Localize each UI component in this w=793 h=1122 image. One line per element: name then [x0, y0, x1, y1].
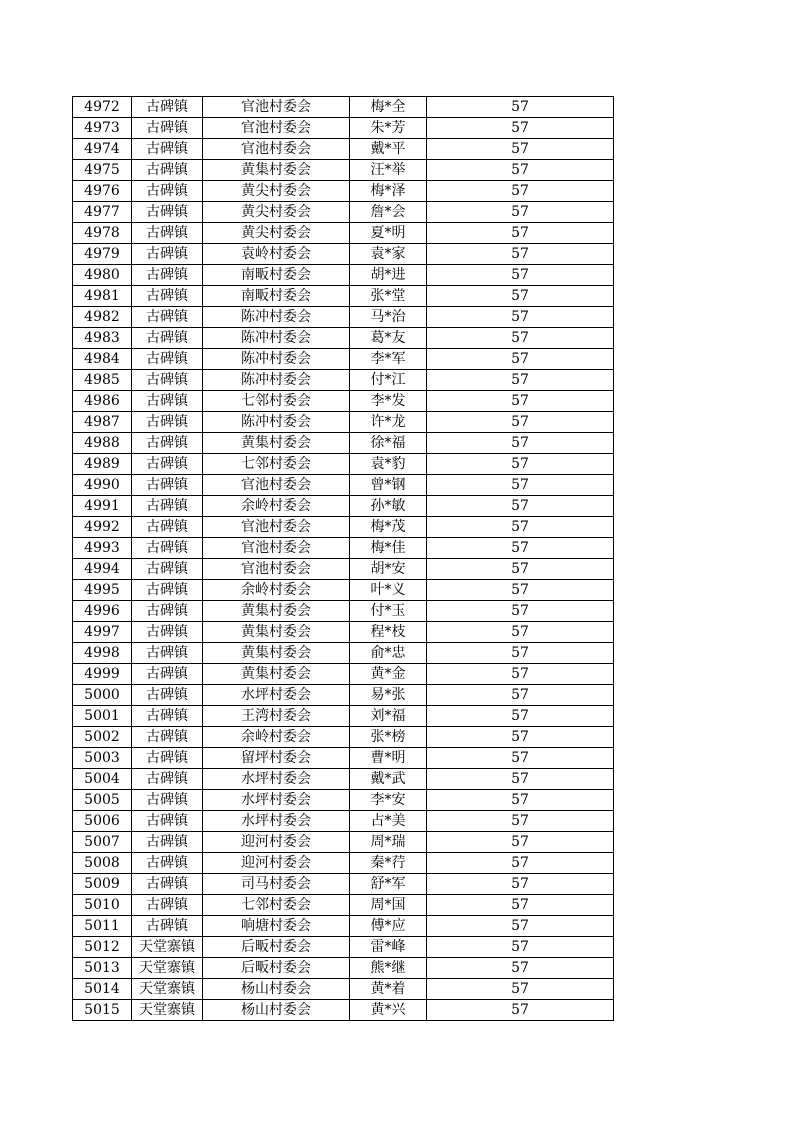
- table-row: [73, 811, 614, 832]
- cell-village-committee: 黄集村委会: [203, 664, 350, 685]
- cell-town: 古碑镇: [132, 475, 203, 496]
- cell-serial-number: 5004: [73, 769, 132, 790]
- cell-amount: 57: [427, 139, 614, 160]
- cell-amount: 57: [427, 1000, 614, 1021]
- cell-person-name: 周*国: [350, 895, 427, 916]
- cell-person-name: 曹*明: [350, 748, 427, 769]
- cell-person-name: 汪*举: [350, 160, 427, 181]
- table-row: [73, 160, 614, 181]
- cell-town: 古碑镇: [132, 454, 203, 475]
- cell-town: 古碑镇: [132, 664, 203, 685]
- cell-person-name: 程*枝: [350, 622, 427, 643]
- cell-person-name: 戴*武: [350, 769, 427, 790]
- cell-serial-number: 4985: [73, 370, 132, 391]
- cell-amount: 57: [427, 748, 614, 769]
- cell-village-committee: 黄尖村委会: [203, 223, 350, 244]
- cell-town: 古碑镇: [132, 895, 203, 916]
- cell-town: 古碑镇: [132, 748, 203, 769]
- cell-town: 古碑镇: [132, 727, 203, 748]
- cell-amount: 57: [427, 475, 614, 496]
- cell-serial-number: 4979: [73, 244, 132, 265]
- cell-amount: 57: [427, 643, 614, 664]
- cell-amount: 57: [427, 769, 614, 790]
- cell-person-name: 熊*继: [350, 958, 427, 979]
- cell-amount: 57: [427, 538, 614, 559]
- cell-amount: 57: [427, 727, 614, 748]
- cell-person-name: 马*治: [350, 307, 427, 328]
- cell-serial-number: 5010: [73, 895, 132, 916]
- cell-village-committee: 余岭村委会: [203, 727, 350, 748]
- cell-amount: 57: [427, 517, 614, 538]
- cell-amount: 57: [427, 97, 614, 118]
- cell-serial-number: 4993: [73, 538, 132, 559]
- cell-village-committee: 陈冲村委会: [203, 307, 350, 328]
- cell-serial-number: 4973: [73, 118, 132, 139]
- cell-person-name: 张*榜: [350, 727, 427, 748]
- roster-table: [72, 96, 614, 1021]
- cell-serial-number: 5006: [73, 811, 132, 832]
- cell-serial-number: 5000: [73, 685, 132, 706]
- cell-town: 古碑镇: [132, 433, 203, 454]
- cell-amount: 57: [427, 328, 614, 349]
- cell-serial-number: 4998: [73, 643, 132, 664]
- cell-serial-number: 4990: [73, 475, 132, 496]
- cell-amount: 57: [427, 118, 614, 139]
- cell-person-name: 黄*着: [350, 979, 427, 1000]
- cell-person-name: 胡*进: [350, 265, 427, 286]
- cell-village-committee: 陈冲村委会: [203, 328, 350, 349]
- cell-village-committee: 水坪村委会: [203, 811, 350, 832]
- cell-person-name: 易*张: [350, 685, 427, 706]
- cell-amount: 57: [427, 685, 614, 706]
- cell-amount: 57: [427, 286, 614, 307]
- table-row: [73, 244, 614, 265]
- table-row: [73, 769, 614, 790]
- cell-village-committee: 官池村委会: [203, 559, 350, 580]
- cell-amount: 57: [427, 958, 614, 979]
- table-row: [73, 559, 614, 580]
- cell-village-committee: 官池村委会: [203, 97, 350, 118]
- cell-town: 古碑镇: [132, 97, 203, 118]
- cell-serial-number: 4977: [73, 202, 132, 223]
- cell-village-committee: 黄尖村委会: [203, 181, 350, 202]
- cell-town: 古碑镇: [132, 160, 203, 181]
- cell-person-name: 李*军: [350, 349, 427, 370]
- cell-serial-number: 5014: [73, 979, 132, 1000]
- cell-village-committee: 后畈村委会: [203, 958, 350, 979]
- cell-town: 古碑镇: [132, 202, 203, 223]
- cell-serial-number: 4983: [73, 328, 132, 349]
- cell-serial-number: 4995: [73, 580, 132, 601]
- cell-town: 古碑镇: [132, 391, 203, 412]
- cell-amount: 57: [427, 790, 614, 811]
- table-row: [73, 601, 614, 622]
- table-row: [73, 727, 614, 748]
- cell-person-name: 葛*友: [350, 328, 427, 349]
- table-row: [73, 643, 614, 664]
- cell-person-name: 孙*敏: [350, 496, 427, 517]
- table-row: [73, 580, 614, 601]
- table-row: [73, 496, 614, 517]
- cell-amount: 57: [427, 874, 614, 895]
- cell-amount: 57: [427, 580, 614, 601]
- cell-town: 古碑镇: [132, 580, 203, 601]
- cell-amount: 57: [427, 412, 614, 433]
- cell-town: 古碑镇: [132, 916, 203, 937]
- table-row: [73, 748, 614, 769]
- cell-town: 古碑镇: [132, 832, 203, 853]
- cell-village-committee: 司马村委会: [203, 874, 350, 895]
- table-row: [73, 118, 614, 139]
- cell-serial-number: 4994: [73, 559, 132, 580]
- table-row: [73, 307, 614, 328]
- cell-village-committee: 杨山村委会: [203, 1000, 350, 1021]
- cell-serial-number: 5009: [73, 874, 132, 895]
- table-row: [73, 349, 614, 370]
- cell-town: 古碑镇: [132, 139, 203, 160]
- cell-serial-number: 5001: [73, 706, 132, 727]
- table-row: [73, 874, 614, 895]
- table-row: [73, 685, 614, 706]
- cell-amount: 57: [427, 895, 614, 916]
- table-row: [73, 202, 614, 223]
- cell-town: 古碑镇: [132, 517, 203, 538]
- table-row: [73, 853, 614, 874]
- cell-town: 古碑镇: [132, 265, 203, 286]
- table-row: [73, 433, 614, 454]
- cell-town: 古碑镇: [132, 685, 203, 706]
- cell-town: 古碑镇: [132, 538, 203, 559]
- cell-person-name: 许*龙: [350, 412, 427, 433]
- cell-amount: 57: [427, 916, 614, 937]
- table-row: [73, 223, 614, 244]
- cell-village-committee: 水坪村委会: [203, 685, 350, 706]
- table-row: [73, 916, 614, 937]
- cell-person-name: 徐*福: [350, 433, 427, 454]
- cell-amount: 57: [427, 979, 614, 1000]
- table-row: [73, 664, 614, 685]
- table-row: [73, 706, 614, 727]
- cell-serial-number: 5012: [73, 937, 132, 958]
- cell-amount: 57: [427, 265, 614, 286]
- cell-person-name: 舒*军: [350, 874, 427, 895]
- table-row: [73, 286, 614, 307]
- table-row: [73, 391, 614, 412]
- cell-village-committee: 袁岭村委会: [203, 244, 350, 265]
- cell-amount: 57: [427, 202, 614, 223]
- cell-village-committee: 迎河村委会: [203, 832, 350, 853]
- table-row: [73, 454, 614, 475]
- cell-town: 古碑镇: [132, 286, 203, 307]
- cell-person-name: 占*美: [350, 811, 427, 832]
- cell-village-committee: 七邻村委会: [203, 454, 350, 475]
- table-row: [73, 97, 614, 118]
- table-row: [73, 622, 614, 643]
- cell-amount: 57: [427, 433, 614, 454]
- table-row: [73, 328, 614, 349]
- cell-village-committee: 余岭村委会: [203, 496, 350, 517]
- cell-person-name: 周*瑞: [350, 832, 427, 853]
- cell-town: 天堂寨镇: [132, 1000, 203, 1021]
- cell-serial-number: 4988: [73, 433, 132, 454]
- cell-person-name: 付*江: [350, 370, 427, 391]
- cell-town: 古碑镇: [132, 601, 203, 622]
- cell-person-name: 付*玉: [350, 601, 427, 622]
- cell-amount: 57: [427, 559, 614, 580]
- cell-serial-number: 4972: [73, 97, 132, 118]
- cell-village-committee: 黄集村委会: [203, 433, 350, 454]
- cell-amount: 57: [427, 160, 614, 181]
- cell-village-committee: 余岭村委会: [203, 580, 350, 601]
- cell-village-committee: 官池村委会: [203, 118, 350, 139]
- cell-person-name: 李*发: [350, 391, 427, 412]
- table-row: [73, 958, 614, 979]
- cell-village-committee: 后畈村委会: [203, 937, 350, 958]
- table-row: [73, 1000, 614, 1021]
- cell-amount: 57: [427, 601, 614, 622]
- cell-serial-number: 4975: [73, 160, 132, 181]
- cell-serial-number: 4999: [73, 664, 132, 685]
- cell-village-committee: 黄集村委会: [203, 160, 350, 181]
- cell-serial-number: 4980: [73, 265, 132, 286]
- cell-town: 古碑镇: [132, 349, 203, 370]
- cell-person-name: 俞*忠: [350, 643, 427, 664]
- cell-amount: 57: [427, 223, 614, 244]
- cell-village-committee: 黄集村委会: [203, 622, 350, 643]
- table-row: [73, 139, 614, 160]
- cell-person-name: 梅*泽: [350, 181, 427, 202]
- cell-village-committee: 官池村委会: [203, 538, 350, 559]
- cell-village-committee: 官池村委会: [203, 139, 350, 160]
- cell-village-committee: 王湾村委会: [203, 706, 350, 727]
- cell-town: 古碑镇: [132, 811, 203, 832]
- cell-town: 古碑镇: [132, 790, 203, 811]
- cell-village-committee: 响塘村委会: [203, 916, 350, 937]
- cell-town: 古碑镇: [132, 328, 203, 349]
- cell-village-committee: 杨山村委会: [203, 979, 350, 1000]
- cell-amount: 57: [427, 832, 614, 853]
- cell-amount: 57: [427, 307, 614, 328]
- table-row: [73, 370, 614, 391]
- cell-village-committee: 南畈村委会: [203, 265, 350, 286]
- roster-table-body: [73, 97, 614, 1021]
- cell-amount: 57: [427, 622, 614, 643]
- cell-serial-number: 4987: [73, 412, 132, 433]
- cell-serial-number: 4976: [73, 181, 132, 202]
- table-row: [73, 895, 614, 916]
- cell-town: 天堂寨镇: [132, 958, 203, 979]
- cell-town: 古碑镇: [132, 223, 203, 244]
- cell-person-name: 夏*明: [350, 223, 427, 244]
- cell-village-committee: 七邻村委会: [203, 391, 350, 412]
- cell-village-committee: 陈冲村委会: [203, 349, 350, 370]
- cell-serial-number: 4982: [73, 307, 132, 328]
- cell-amount: 57: [427, 349, 614, 370]
- cell-village-committee: 陈冲村委会: [203, 412, 350, 433]
- cell-person-name: 胡*安: [350, 559, 427, 580]
- cell-town: 古碑镇: [132, 244, 203, 265]
- cell-town: 古碑镇: [132, 874, 203, 895]
- cell-person-name: 傅*应: [350, 916, 427, 937]
- cell-village-committee: 南畈村委会: [203, 286, 350, 307]
- cell-person-name: 梅*全: [350, 97, 427, 118]
- cell-serial-number: 5015: [73, 1000, 132, 1021]
- table-row: [73, 475, 614, 496]
- cell-amount: 57: [427, 391, 614, 412]
- cell-village-committee: 水坪村委会: [203, 769, 350, 790]
- cell-serial-number: 5002: [73, 727, 132, 748]
- cell-person-name: 梅*茂: [350, 517, 427, 538]
- cell-serial-number: 4984: [73, 349, 132, 370]
- cell-person-name: 袁*豹: [350, 454, 427, 475]
- cell-town: 古碑镇: [132, 307, 203, 328]
- cell-town: 古碑镇: [132, 769, 203, 790]
- cell-person-name: 袁*家: [350, 244, 427, 265]
- cell-serial-number: 4986: [73, 391, 132, 412]
- cell-serial-number: 5013: [73, 958, 132, 979]
- cell-village-committee: 黄尖村委会: [203, 202, 350, 223]
- cell-person-name: 曾*钢: [350, 475, 427, 496]
- cell-person-name: 叶*义: [350, 580, 427, 601]
- cell-town: 古碑镇: [132, 181, 203, 202]
- cell-town: 古碑镇: [132, 118, 203, 139]
- cell-person-name: 秦*荇: [350, 853, 427, 874]
- cell-serial-number: 4992: [73, 517, 132, 538]
- cell-amount: 57: [427, 454, 614, 475]
- table-row: [73, 181, 614, 202]
- cell-serial-number: 5008: [73, 853, 132, 874]
- cell-person-name: 詹*会: [350, 202, 427, 223]
- cell-amount: 57: [427, 244, 614, 265]
- cell-person-name: 刘*福: [350, 706, 427, 727]
- cell-person-name: 李*安: [350, 790, 427, 811]
- table-row: [73, 937, 614, 958]
- cell-village-committee: 官池村委会: [203, 517, 350, 538]
- cell-amount: 57: [427, 811, 614, 832]
- cell-person-name: 张*堂: [350, 286, 427, 307]
- cell-serial-number: 4981: [73, 286, 132, 307]
- cell-village-committee: 留坪村委会: [203, 748, 350, 769]
- cell-amount: 57: [427, 370, 614, 391]
- cell-village-committee: 官池村委会: [203, 475, 350, 496]
- cell-town: 古碑镇: [132, 706, 203, 727]
- cell-amount: 57: [427, 853, 614, 874]
- cell-amount: 57: [427, 496, 614, 517]
- cell-amount: 57: [427, 937, 614, 958]
- cell-town: 天堂寨镇: [132, 979, 203, 1000]
- cell-village-committee: 水坪村委会: [203, 790, 350, 811]
- cell-town: 古碑镇: [132, 622, 203, 643]
- cell-serial-number: 4991: [73, 496, 132, 517]
- cell-serial-number: 5003: [73, 748, 132, 769]
- table-row: [73, 832, 614, 853]
- cell-serial-number: 5011: [73, 916, 132, 937]
- cell-serial-number: 5007: [73, 832, 132, 853]
- cell-person-name: 黄*金: [350, 664, 427, 685]
- cell-person-name: 戴*平: [350, 139, 427, 160]
- cell-person-name: 朱*芳: [350, 118, 427, 139]
- table-row: [73, 412, 614, 433]
- cell-serial-number: 5005: [73, 790, 132, 811]
- cell-town: 古碑镇: [132, 496, 203, 517]
- cell-serial-number: 4997: [73, 622, 132, 643]
- cell-town: 古碑镇: [132, 853, 203, 874]
- cell-town: 古碑镇: [132, 370, 203, 391]
- cell-village-committee: 陈冲村委会: [203, 370, 350, 391]
- cell-village-committee: 迎河村委会: [203, 853, 350, 874]
- table-row: [73, 979, 614, 1000]
- cell-serial-number: 4989: [73, 454, 132, 475]
- cell-amount: 57: [427, 706, 614, 727]
- table-row: [73, 538, 614, 559]
- cell-town: 古碑镇: [132, 559, 203, 580]
- cell-amount: 57: [427, 181, 614, 202]
- cell-person-name: 梅*佳: [350, 538, 427, 559]
- cell-serial-number: 4974: [73, 139, 132, 160]
- table-row: [73, 790, 614, 811]
- cell-amount: 57: [427, 664, 614, 685]
- cell-town: 天堂寨镇: [132, 937, 203, 958]
- cell-village-committee: 黄集村委会: [203, 643, 350, 664]
- cell-town: 古碑镇: [132, 643, 203, 664]
- table-row: [73, 517, 614, 538]
- cell-serial-number: 4996: [73, 601, 132, 622]
- cell-town: 古碑镇: [132, 412, 203, 433]
- cell-village-committee: 七邻村委会: [203, 895, 350, 916]
- cell-village-committee: 黄集村委会: [203, 601, 350, 622]
- cell-person-name: 雷*峰: [350, 937, 427, 958]
- cell-person-name: 黄*兴: [350, 1000, 427, 1021]
- cell-serial-number: 4978: [73, 223, 132, 244]
- table-row: [73, 265, 614, 286]
